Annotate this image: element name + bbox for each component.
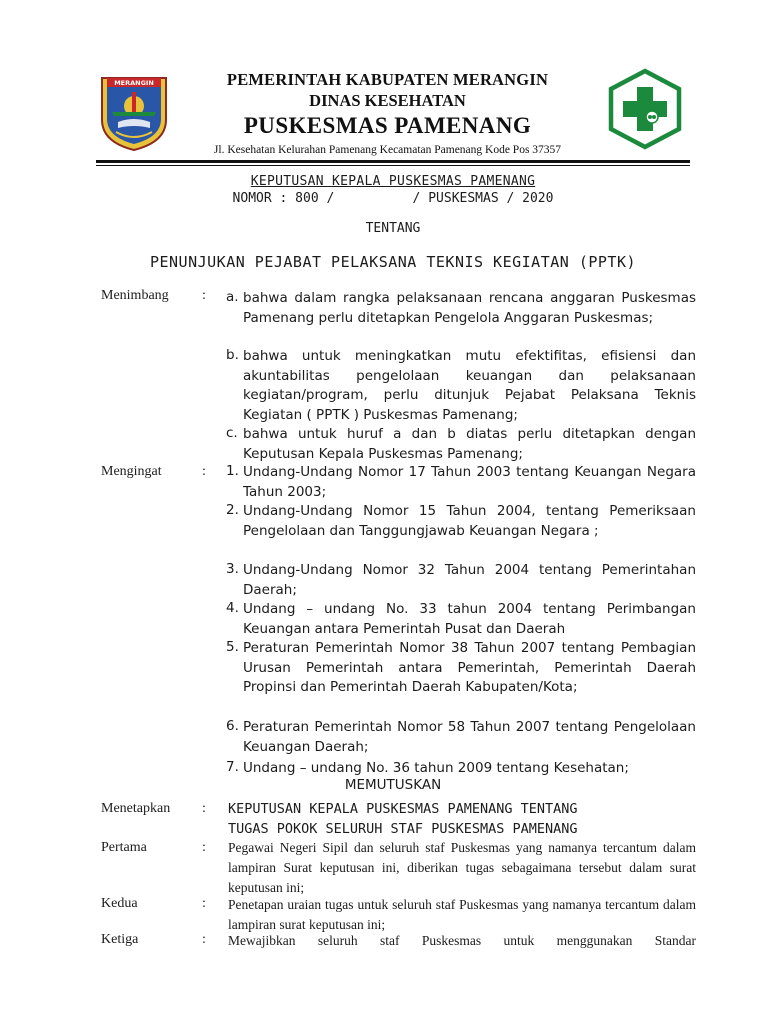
establish-line-2: TUGAS POKOK SELURUH STAF PUSKESMAS PAMENANG [228, 821, 578, 837]
recalling-marker: 2. [226, 502, 239, 518]
recalling-marker: 3. [226, 561, 239, 577]
considering-colon: : [202, 288, 206, 303]
recalling-item: Peraturan Pemerintah Nomor 58 Tahun 2007 tentang Pengelolaan Keuangan Daerah; [243, 719, 696, 755]
establish-label: Menetapkan [101, 801, 171, 816]
recalling-label: Mengingat [101, 464, 162, 479]
considering-item: bahwa untuk huruf a dan b diatas perlu ditetapkan dengan Keputusan Kepala Puskesmas Pamenang; [243, 426, 696, 462]
considering-marker: c. [226, 425, 238, 441]
considering-item: bahwa dalam rangka pelaksanaan rencana anggaran Puskesmas Pamenang perlu ditetapkan Pengelola Anggaran Puskesmas; [243, 290, 696, 326]
recalling-marker: 7. [226, 759, 239, 775]
decree-about: TENTANG [365, 221, 421, 236]
recalling-item: Undang-Undang Nomor 32 Tahun 2004 tentang Pemerintahan Daerah; [243, 562, 696, 598]
recalling-marker: 5. [226, 639, 239, 655]
considering-label: Menimbang [101, 288, 169, 303]
recalling-item: Undang – undang No. 33 tahun 2004 tentang Perimbangan Keuangan antara Pemerintah Pusat dan Daerah [243, 601, 696, 637]
establish-colon: : [202, 801, 206, 816]
third-text: Mewajibkan seluruh staf Puskesmas untuk menggunakan Standar [228, 933, 696, 948]
third-colon: : [202, 932, 206, 947]
agency-name: DINAS KESEHATAN [309, 91, 466, 110]
regency-emblem [98, 72, 170, 152]
third-label: Ketiga [101, 932, 139, 947]
decree-number: NOMOR : 800 / / PUSKESMAS / 2020 [232, 191, 554, 206]
second-label: Kedua [101, 896, 138, 911]
second-colon: : [202, 896, 206, 911]
letterhead-rule-thin [96, 165, 690, 166]
letterhead-rule-thick [96, 160, 690, 163]
svg-text:MERANGIN: MERANGIN [114, 79, 154, 87]
puskesmas-cross-logo-icon [606, 68, 684, 150]
first-colon: : [202, 840, 206, 855]
facility-name: PUSKESMAS PAMENANG [243, 113, 532, 138]
puskesmas-logo [606, 68, 684, 150]
merangin-regency-emblem-icon [98, 72, 170, 152]
second-text: Penetapan uraian tugas untuk seluruh staf Puskesmas yang namanya tercantum dalam lampiran surat keputusan ini; [228, 897, 696, 932]
recalling-marker: 1. [226, 463, 239, 479]
recalling-marker: 6. [226, 718, 239, 734]
recalling-item: Undang-Undang Nomor 15 Tahun 2004, tentang Pemeriksaan Pengelolaan dan Tanggungjawab Keuangan Negara ; [243, 503, 696, 539]
establish-line-1: KEPUTUSAN KEPALA PUSKESMAS PAMENANG TENTANG [228, 801, 578, 817]
regency-name: PEMERINTAH KABUPATEN MERANGIN [226, 70, 549, 89]
recalling-item: Undang-Undang Nomor 17 Tahun 2003 tentang Keuangan Negara Tahun 2003; [243, 464, 696, 500]
recalling-item: Undang – undang No. 36 tahun 2009 tentang Kesehatan; [243, 760, 629, 776]
considering-item: bahwa untuk meningkatkan mutu efektifitas, efisiensi dan akuntabilitas pengelolaan keuangan dan pelaksanaan kegiatan/program, perlu ditunjuk Pejabat Pelaksana Teknis Kegiatan ( PPTK ) Puskesmas Pamenang; [243, 348, 696, 423]
first-text: Pegawai Negeri Sipil dan seluruh staf Puskesmas yang namanya tercantum dalam lampiran Surat keputusan ini, diberikan tugas sebagaimana tersebut dalam surat keputusan ini; [228, 840, 696, 895]
recalling-colon: : [202, 464, 206, 479]
considering-marker: b. [226, 347, 239, 363]
deciding-heading: MEMUTUSKAN [344, 777, 442, 793]
decree-title: KEPUTUSAN KEPALA PUSKESMAS PAMENANG [250, 174, 536, 189]
recalling-item: Peraturan Pemerintah Nomor 38 Tahun 2007 tentang Pembagian Urusan Pemerintah antara Pemerintah, Pemerintah Daerah Propinsi dan Pemerintah Daerah Kabupaten/Kota; [243, 640, 696, 695]
facility-address: Jl. Kesehatan Kelurahan Pamenang Kecamatan Pamenang Kode Pos 37357 [213, 144, 562, 156]
decree-subject: PENUNJUKAN PEJABAT PELAKSANA TEKNIS KEGIATAN (PPTK) [149, 253, 637, 271]
first-label: Pertama [101, 840, 147, 855]
recalling-marker: 4. [226, 600, 239, 616]
considering-marker: a. [226, 289, 239, 305]
